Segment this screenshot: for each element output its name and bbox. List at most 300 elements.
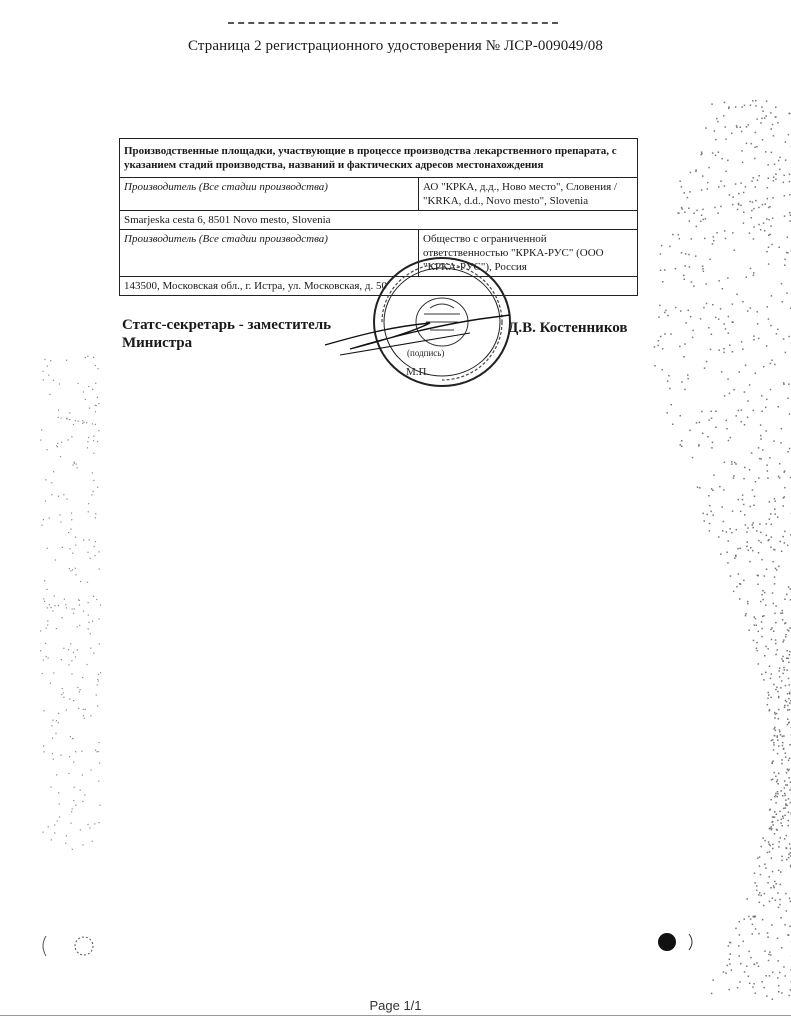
noise-speck	[778, 718, 780, 720]
noise-speck	[774, 364, 776, 366]
noise-speck	[765, 151, 767, 153]
noise-speck	[761, 895, 763, 897]
noise-speck	[773, 749, 775, 751]
noise-speck	[56, 445, 57, 446]
noise-speck	[781, 658, 783, 660]
noise-speck	[752, 524, 754, 526]
noise-speck	[747, 527, 749, 529]
noise-speck	[50, 786, 51, 787]
noise-speck	[780, 790, 782, 792]
noise-speck	[69, 412, 70, 413]
noise-speck	[77, 383, 78, 384]
noise-speck	[749, 201, 751, 203]
noise-speck	[754, 147, 756, 149]
noise-speck	[83, 540, 84, 541]
table-header-row	[120, 139, 638, 178]
noise-speck	[780, 442, 782, 444]
noise-speck	[702, 266, 704, 268]
noise-speck	[717, 213, 719, 215]
noise-speck	[775, 116, 777, 118]
noise-speck	[45, 501, 46, 502]
noise-speck	[778, 406, 780, 408]
noise-speck	[720, 553, 722, 555]
noise-speck	[750, 307, 752, 309]
noise-speck	[774, 549, 776, 551]
noise-speck	[766, 251, 768, 253]
noise-speck	[725, 171, 727, 173]
noise-speck	[786, 848, 788, 850]
noise-speck	[66, 607, 67, 608]
noise-speck	[89, 622, 90, 623]
noise-speck	[72, 738, 73, 739]
noise-speck	[43, 371, 44, 372]
noise-speck	[747, 601, 749, 603]
noise-speck	[770, 112, 772, 114]
noise-speck	[789, 181, 791, 183]
noise-speck	[740, 182, 742, 184]
noise-speck	[58, 605, 59, 606]
noise-speck	[761, 674, 763, 676]
noise-speck	[743, 941, 745, 943]
noise-speck	[783, 735, 785, 737]
noise-speck	[751, 143, 753, 145]
noise-speck	[788, 825, 790, 827]
noise-speck	[752, 522, 754, 524]
noise-speck	[730, 437, 732, 439]
noise-speck	[100, 805, 101, 806]
noise-speck	[774, 501, 776, 503]
noise-speck	[755, 618, 757, 620]
noise-speck	[754, 158, 756, 160]
noise-speck	[95, 365, 96, 366]
noise-speck	[100, 605, 101, 606]
noise-speck	[720, 181, 722, 183]
noise-speck	[728, 989, 730, 991]
noise-speck	[770, 678, 772, 680]
noise-speck	[697, 487, 699, 489]
noise-speck	[786, 859, 788, 861]
noise-speck	[43, 710, 44, 711]
noise-speck	[702, 433, 704, 435]
noise-speck	[768, 178, 770, 180]
noise-speck	[684, 192, 686, 194]
noise-speck	[52, 720, 53, 721]
noise-speck	[726, 428, 728, 430]
noise-speck	[788, 760, 790, 762]
noise-speck	[748, 951, 750, 953]
noise-speck	[736, 294, 738, 296]
noise-speck	[782, 660, 784, 662]
noise-speck	[761, 118, 763, 120]
noise-speck	[702, 175, 704, 177]
noise-speck	[788, 854, 790, 856]
noise-speck	[773, 180, 775, 182]
noise-speck	[678, 234, 680, 236]
noise-speck	[789, 709, 791, 711]
noise-speck	[731, 133, 733, 135]
noise-speck	[760, 424, 762, 426]
noise-speck	[85, 709, 86, 710]
noise-speck	[715, 155, 717, 157]
noise-speck	[775, 643, 777, 645]
noise-speck	[751, 452, 753, 454]
noise-speck	[753, 505, 755, 507]
noise-speck	[739, 548, 741, 550]
table-row	[120, 178, 638, 211]
noise-speck	[778, 985, 780, 987]
noise-speck	[714, 207, 716, 209]
noise-speck	[736, 529, 738, 531]
noise-speck	[746, 531, 748, 533]
noise-speck	[769, 518, 771, 520]
noise-speck	[50, 394, 51, 395]
noise-speck	[787, 769, 789, 771]
noise-speck	[68, 773, 69, 774]
noise-speck	[783, 338, 785, 340]
noise-speck	[701, 215, 703, 217]
noise-speck	[780, 819, 782, 821]
noise-speck	[774, 717, 776, 719]
noise-speck	[744, 514, 746, 516]
noise-speck	[753, 640, 755, 642]
noise-speck	[787, 629, 789, 631]
noise-speck	[743, 222, 745, 224]
noise-speck	[772, 762, 774, 764]
noise-speck	[723, 352, 725, 354]
noise-speck	[751, 180, 753, 182]
noise-speck	[748, 630, 750, 632]
noise-speck	[787, 252, 789, 254]
noise-speck	[768, 694, 770, 696]
noise-speck	[87, 441, 88, 442]
noise-speck	[91, 494, 92, 495]
noise-speck	[54, 824, 55, 825]
noise-speck	[755, 200, 757, 202]
noise-speck	[757, 311, 759, 313]
noise-speck	[684, 389, 686, 391]
noise-speck	[82, 774, 83, 775]
noise-speck	[724, 185, 726, 187]
noise-speck	[765, 672, 767, 674]
noise-speck	[728, 540, 730, 542]
noise-speck	[781, 992, 783, 994]
noise-speck	[680, 310, 682, 312]
noise-speck	[788, 820, 790, 822]
noise-speck	[684, 265, 686, 267]
noise-speck	[755, 373, 757, 375]
noise-speck	[765, 604, 767, 606]
noise-speck	[74, 608, 75, 609]
scan-noise-left	[0, 100, 110, 1000]
noise-speck	[747, 541, 749, 543]
noise-speck	[775, 568, 777, 570]
noise-speck	[783, 384, 785, 386]
noise-speck	[750, 957, 752, 959]
noise-speck	[778, 247, 780, 249]
noise-speck	[716, 118, 718, 120]
noise-speck	[730, 953, 732, 955]
noise-speck	[789, 651, 791, 653]
noise-speck	[706, 514, 708, 516]
noise-speck	[696, 226, 698, 228]
noise-speck	[659, 305, 661, 307]
noise-speck	[721, 506, 723, 508]
noise-speck	[745, 524, 747, 526]
noise-speck	[744, 424, 746, 426]
noise-speck	[741, 341, 743, 343]
noise-speck	[760, 601, 762, 603]
noise-speck	[79, 604, 80, 605]
noise-speck	[689, 191, 691, 193]
noise-speck	[732, 196, 734, 198]
noise-speck	[771, 360, 773, 362]
noise-speck	[771, 740, 773, 742]
page-title: Страница 2 регистрационного удостоверения № ЛСР-009049/08	[187, 38, 603, 54]
noise-speck	[712, 152, 714, 154]
noise-speck	[762, 111, 764, 113]
noise-speck	[779, 169, 781, 171]
noise-speck	[741, 421, 743, 423]
noise-speck	[760, 122, 762, 124]
noise-speck	[722, 530, 724, 532]
noise-speck	[739, 598, 741, 600]
noise-speck	[759, 865, 761, 867]
noise-speck	[708, 327, 710, 329]
noise-speck	[756, 530, 758, 532]
noise-speck	[95, 405, 96, 406]
noise-speck	[752, 100, 754, 102]
noise-speck	[675, 268, 677, 270]
noise-speck	[753, 339, 755, 341]
noise-speck	[764, 592, 766, 594]
noise-speck	[766, 995, 768, 997]
noise-speck	[43, 751, 44, 752]
noise-speck	[84, 718, 85, 719]
noise-speck	[681, 446, 683, 448]
noise-speck	[788, 995, 790, 997]
noise-speck	[758, 224, 760, 226]
noise-speck	[667, 380, 669, 382]
noise-speck	[758, 477, 760, 479]
noise-speck	[755, 132, 757, 134]
noise-speck	[77, 687, 78, 688]
noise-speck	[88, 602, 89, 603]
noise-speck	[755, 100, 757, 102]
noise-speck	[758, 338, 760, 340]
noise-speck	[775, 730, 777, 732]
noise-speck	[743, 212, 745, 214]
noise-speck	[687, 374, 689, 376]
noise-speck	[760, 458, 762, 460]
noise-speck	[758, 552, 760, 554]
noise-speck	[785, 141, 787, 143]
noise-speck	[782, 795, 784, 797]
noise-speck	[654, 365, 656, 367]
noise-speck	[681, 207, 683, 209]
noise-speck	[58, 417, 59, 418]
noise-speck	[768, 954, 770, 956]
noise-speck	[98, 681, 99, 682]
noise-speck	[786, 669, 788, 671]
noise-speck	[47, 607, 48, 608]
noise-speck	[688, 254, 690, 256]
noise-speck	[788, 857, 790, 859]
noise-speck	[785, 799, 787, 801]
noise-speck	[88, 511, 89, 512]
noise-speck	[657, 345, 659, 347]
noise-speck	[684, 212, 686, 214]
noise-speck	[787, 693, 789, 695]
noise-speck	[785, 804, 787, 806]
signer-name: Д.В. Костенников	[508, 320, 628, 336]
noise-speck	[746, 126, 748, 128]
noise-speck	[732, 351, 734, 353]
noise-speck	[782, 619, 784, 621]
noise-speck	[775, 713, 777, 715]
noise-speck	[58, 722, 59, 723]
noise-speck	[782, 736, 784, 738]
noise-speck	[61, 417, 62, 418]
noise-speck	[66, 360, 67, 361]
noise-speck	[779, 811, 781, 813]
noise-speck	[761, 846, 763, 848]
noise-speck	[758, 663, 760, 665]
noise-speck	[63, 494, 64, 495]
noise-speck	[745, 365, 747, 367]
noise-speck	[727, 378, 729, 380]
noise-speck	[756, 146, 758, 148]
noise-speck	[786, 658, 788, 660]
noise-speck	[788, 336, 790, 338]
noise-speck	[784, 780, 786, 782]
noise-speck	[726, 531, 728, 533]
noise-speck	[60, 521, 61, 522]
noise-speck	[662, 281, 664, 283]
noise-speck	[773, 177, 775, 179]
noise-speck	[763, 366, 765, 368]
signer-title	[122, 316, 331, 352]
noise-speck	[771, 826, 773, 828]
noise-speck	[781, 860, 783, 862]
noise-speck	[769, 828, 771, 830]
noise-speck	[82, 801, 83, 802]
noise-speck	[685, 253, 687, 255]
noise-speck	[687, 378, 689, 380]
noise-speck	[95, 555, 96, 556]
noise-speck	[709, 505, 711, 507]
noise-speck	[784, 924, 786, 926]
noise-speck	[765, 407, 767, 409]
noise-speck	[735, 928, 737, 930]
noise-speck	[775, 605, 777, 607]
noise-speck	[770, 697, 772, 699]
noise-speck	[43, 519, 44, 520]
noise-speck	[75, 420, 76, 421]
noise-speck	[97, 441, 98, 442]
noise-speck	[99, 551, 100, 552]
noise-speck	[714, 130, 716, 132]
noise-speck	[763, 615, 765, 617]
noise-speck	[65, 604, 66, 605]
noise-speck	[67, 499, 68, 500]
noise-speck	[754, 624, 756, 626]
noise-speck	[756, 650, 758, 652]
noise-speck	[749, 469, 751, 471]
noise-speck	[66, 709, 67, 710]
noise-speck	[734, 462, 736, 464]
noise-speck	[770, 363, 772, 365]
noise-speck	[753, 272, 755, 274]
noise-speck	[778, 476, 780, 478]
noise-speck	[782, 745, 784, 747]
noise-speck	[689, 430, 691, 432]
noise-speck	[777, 960, 779, 962]
noise-speck	[706, 361, 708, 363]
noise-speck	[780, 734, 782, 736]
noise-speck	[73, 700, 74, 701]
noise-speck	[744, 105, 746, 107]
noise-speck	[723, 348, 725, 350]
noise-speck	[726, 552, 728, 554]
noise-speck	[748, 549, 750, 551]
noise-speck	[55, 559, 56, 560]
noise-speck	[61, 694, 62, 695]
noise-speck	[775, 689, 777, 691]
noise-speck	[761, 559, 763, 561]
noise-speck	[785, 807, 787, 809]
noise-speck	[785, 975, 787, 977]
noise-speck	[85, 399, 86, 400]
noise-speck	[788, 678, 790, 680]
noise-speck	[770, 547, 772, 549]
noise-speck	[666, 412, 668, 414]
noise-speck	[786, 772, 788, 774]
noise-speck	[767, 698, 769, 700]
noise-speck	[80, 790, 81, 791]
noise-speck	[79, 600, 80, 601]
noise-speck	[760, 874, 762, 876]
noise-speck	[77, 626, 78, 627]
noise-speck	[695, 169, 697, 171]
noise-speck	[97, 684, 98, 685]
noise-speck	[669, 246, 671, 248]
noise-speck	[767, 882, 769, 884]
noise-speck	[761, 411, 763, 413]
noise-speck	[788, 658, 790, 660]
noise-speck	[82, 420, 83, 421]
noise-speck	[733, 477, 735, 479]
noise-speck	[668, 375, 670, 377]
noise-speck	[775, 174, 777, 176]
noise-speck	[784, 787, 786, 789]
seal-sign-label: (подпись)	[407, 348, 445, 358]
noise-speck	[784, 599, 786, 601]
noise-speck	[780, 837, 782, 839]
noise-speck	[70, 643, 71, 644]
noise-speck	[754, 616, 756, 618]
noise-speck	[789, 693, 791, 695]
noise-speck	[736, 125, 738, 127]
noise-speck	[774, 583, 776, 585]
noise-speck	[728, 945, 730, 947]
noise-speck	[769, 901, 771, 903]
noise-speck	[772, 779, 774, 781]
noise-speck	[62, 547, 63, 548]
noise-speck	[41, 525, 42, 526]
noise-speck	[683, 356, 685, 358]
noise-speck	[715, 317, 717, 319]
noise-speck	[61, 442, 62, 443]
